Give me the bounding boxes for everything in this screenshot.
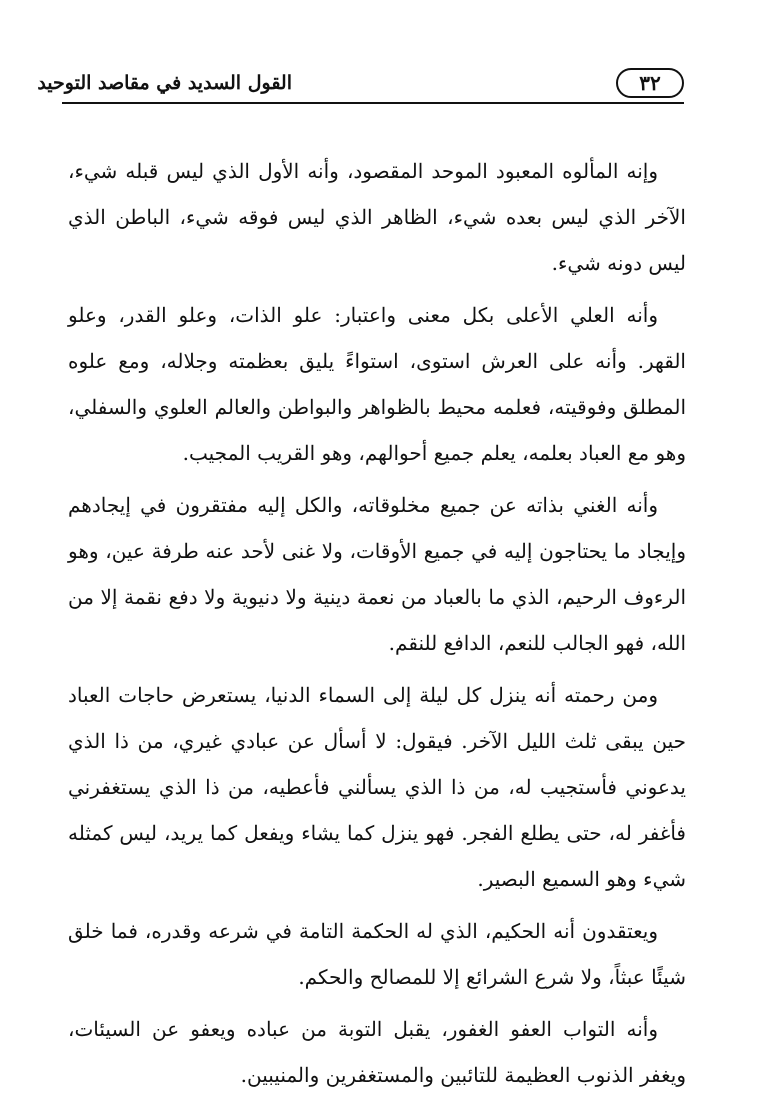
paragraph-1: وإنه المألوه المعبود الموحد المقصود، وأنه الأول الذي ليس قبله شيء، الآخر الذي ليس بعده شيء، الظاهر الذي ليس فوقه شيء، الباطن الذي ليس دونه شيء. [68,159,686,275]
paragraph-3: وأنه الغني بذاته عن جميع مخلوقاته، والكل إليه مفتقرون في إيجادهم وإيجاد ما يحتاجون إليه في جميع الأوقات، ولا غنى لأحد عنه طرفة عين، وهو الرءوف الرحيم، الذي ما بالعباد من نعمة دينية ولا دنيوية ولا دفع نقمة إلا من الله، فهو الجالب للنعم، الدافع للنقم. [68,493,686,655]
paragraph-5: ويعتقدون أنه الحكيم، الذي له الحكمة التامة في شرعه وقدره، فما خلق شيئًا عبثاً، ولا شرع الشرائع إلا للمصالح والحكم. [68,919,686,989]
paragraph-2: وأنه العلي الأعلى بكل معنى واعتبار: علو الذات، وعلو القدر، وعلو القهر. وأنه على العرش استوى، استواءً يليق بعظمته وجلاله، ومع علوه المطلق وفوقيته، فعلمه محيط بالظواهر والبواطن والعالم العلوي والسفلي، وهو مع العباد بعلمه، يعلم جميع أحوالهم، وهو القريب المجيب. [68,303,686,465]
body-text [68,148,686,1104]
header-divider [62,102,684,104]
page-number-badge: ٣٢ [616,68,684,98]
paragraph-6: وأنه التواب العفو الغفور، يقبل التوبة من عباده ويعفو عن السيئات، ويغفر الذنوب العظيمة للتائبين والمستغفرين والمنيبين. [68,1017,686,1087]
paragraph-4: ومن رحمته أنه ينزل كل ليلة إلى السماء الدنيا، يستعرض حاجات العباد حين يبقى ثلث الليل الآخر. فيقول: لا أسأل عن عبادي غيري، من ذا الذي يدعوني فأستجيب له، من ذا الذي يسألني فأعطيه، من ذا الذي يستغفرني فأغفر له، حتى يطلع الفجر. فهو ينزل كما يشاء ويفعل كما يريد، ليس كمثله شيء وهو السميع البصير. [68,683,686,891]
running-title: القول السديد في مقاصد التوحيد [37,72,292,94]
page-header [37,68,684,108]
